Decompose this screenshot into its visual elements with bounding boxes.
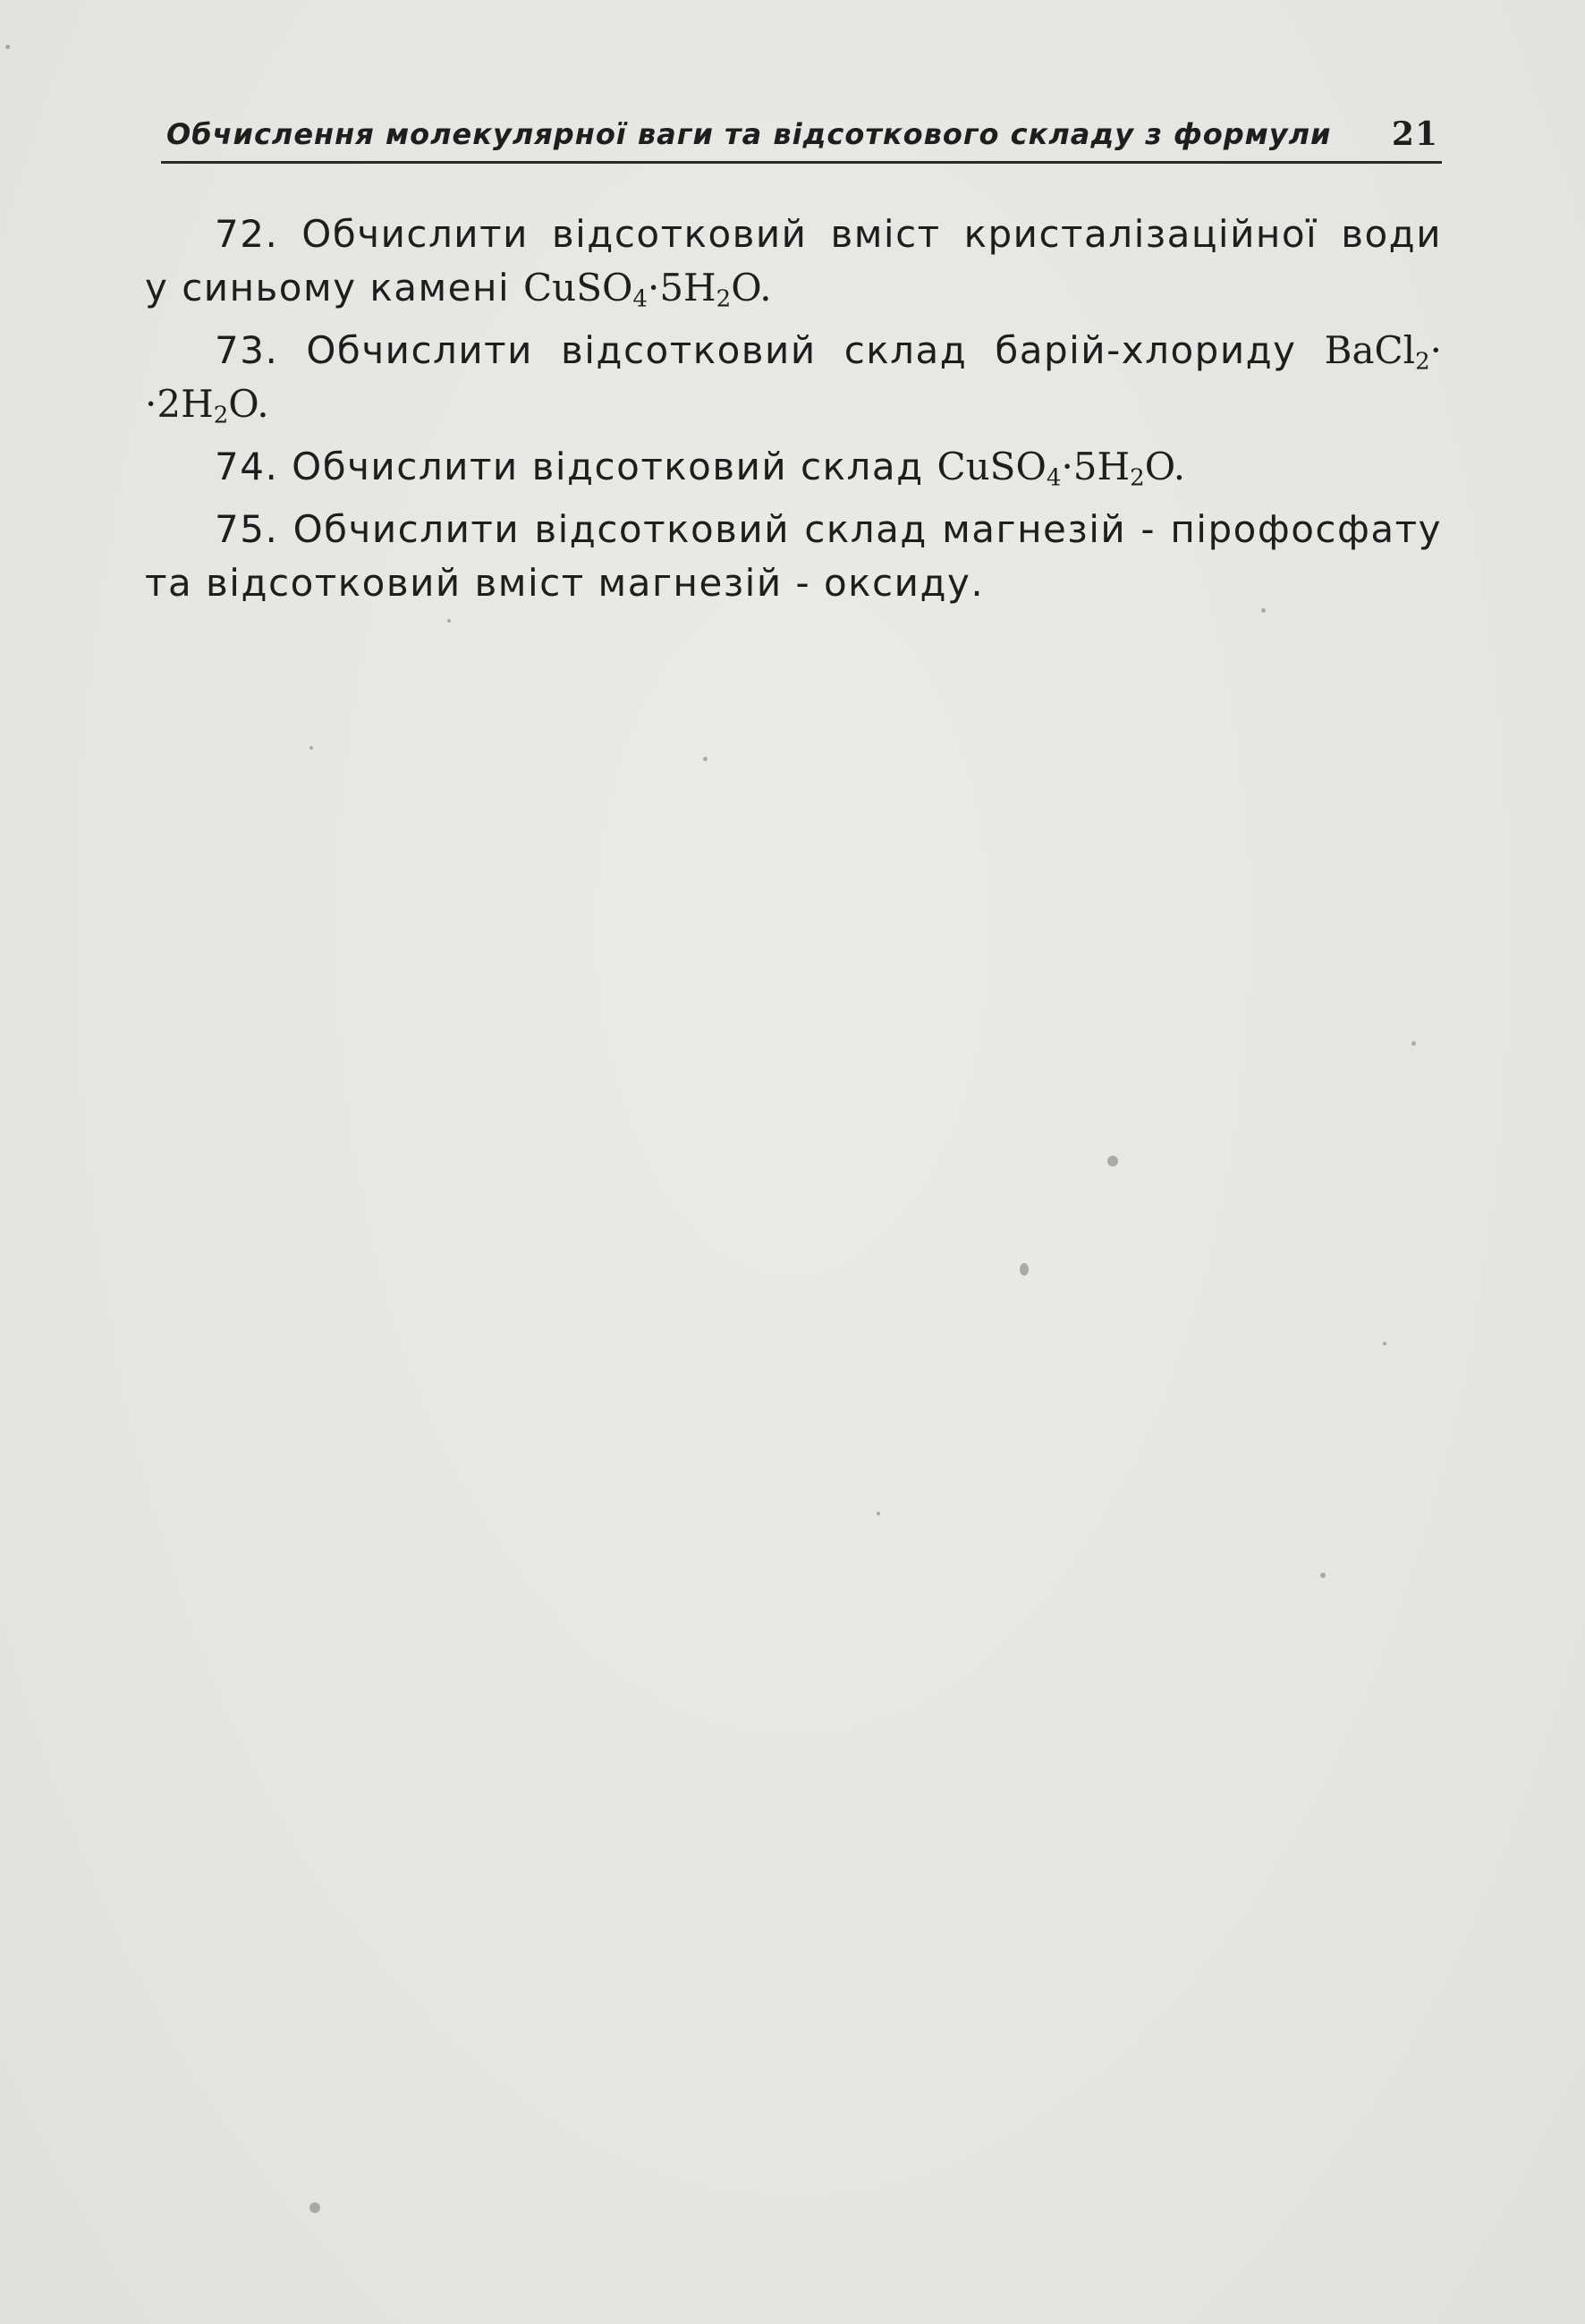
problem-74 [145, 440, 1442, 494]
problem-text: Обчислити відсотковий склад барій-хлориду [306, 328, 1297, 372]
paper-speck [1107, 1156, 1118, 1166]
paper-speck [5, 45, 10, 49]
running-title: Обчислення молекулярної ваги та відсоткового складу з формули [166, 117, 1332, 151]
problem-72 [145, 208, 1442, 315]
paper-speck [1020, 1263, 1029, 1276]
chemical-formula: $\cdot 2H_2O$. [145, 382, 269, 429]
paper-speck [877, 1512, 880, 1515]
problem-75-line-1 [145, 503, 1442, 556]
chemical-formula: $CuSO_4\cdot 5H_2O$. [523, 266, 772, 313]
problem-73 [145, 324, 1442, 431]
page-number: 21 [1391, 115, 1438, 153]
problem-number: 75. [215, 507, 279, 551]
problem-text: та відсотковий вміст магнезій - оксиду. [145, 561, 985, 605]
problem-75-line-2 [145, 556, 1442, 610]
problem-text: Обчислити відсотковий склад [292, 445, 924, 488]
paper-speck [1411, 1041, 1416, 1046]
paper-speck [703, 757, 708, 761]
chemical-formula: BaCl$_2$· [1324, 328, 1442, 376]
paper-speck [309, 746, 313, 750]
problem-number: 73. [215, 328, 279, 372]
problem-73-line-1 [145, 324, 1442, 377]
problem-75 [145, 503, 1442, 610]
problem-text: у синьому камені [145, 266, 511, 310]
paper-speck [309, 2202, 320, 2213]
problem-number: 74. [215, 445, 279, 488]
problem-list [145, 208, 1442, 619]
paper-speck [1320, 1573, 1326, 1578]
problem-73-line-2 [145, 377, 1442, 431]
running-head [161, 107, 1442, 164]
problem-number: 72. [215, 212, 279, 256]
chemical-formula: $CuSO_4\cdot 5H_2O$. [937, 445, 1186, 492]
paper-speck [1261, 608, 1266, 613]
problem-72-line-2 [145, 261, 1442, 315]
problem-text: Обчислити відсотковий склад магнезій - пірофосфату [292, 507, 1442, 551]
problem-74-line-1 [145, 440, 1442, 494]
paper-speck [447, 619, 451, 623]
paper-speck [1383, 1342, 1386, 1345]
problem-text: Обчислити відсотковий вміст кристалізаційної води [301, 212, 1442, 256]
problem-72-line-1 [145, 208, 1442, 261]
